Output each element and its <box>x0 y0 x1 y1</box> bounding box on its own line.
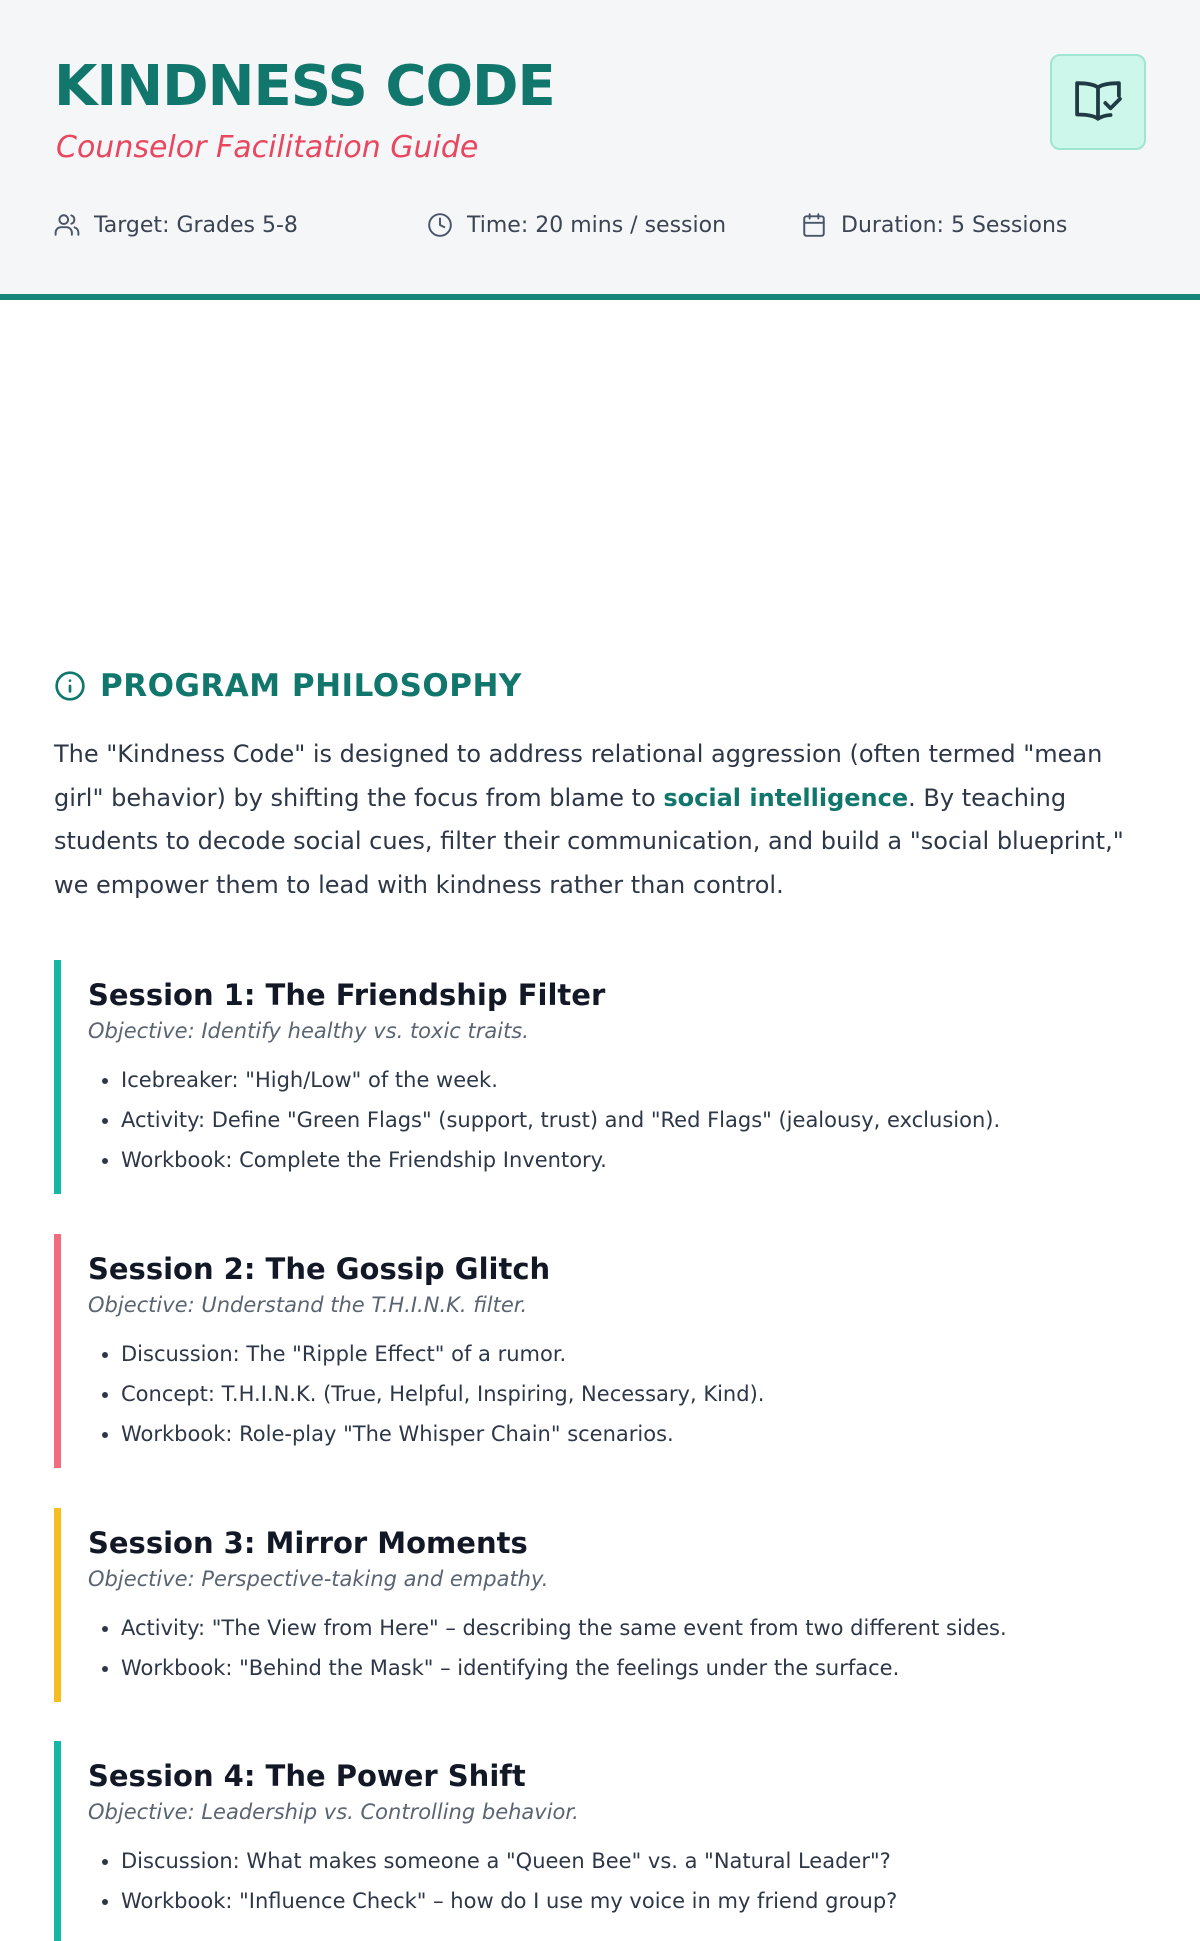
session-objective: Objective: Leadership vs. Controlling behavior. <box>88 1800 579 1824</box>
users-icon <box>54 212 80 238</box>
list-item: • Discussion: What makes someone a "Queen Bee" vs. a "Natural Leader"? <box>121 1841 1154 1881</box>
clock-icon <box>427 212 453 238</box>
philosophy-text <box>54 733 1154 907</box>
session-list <box>88 1060 1154 1180</box>
list-item: • Workbook: "Behind the Mask" – identifying the feelings under the surface. <box>121 1648 1154 1688</box>
session-title: Session 2: The Gossip Glitch <box>88 1252 551 1286</box>
page-subtitle: Counselor Facilitation Guide <box>56 130 479 165</box>
session-card-1 <box>54 960 1154 1194</box>
session-objective: Objective: Identify healthy vs. toxic traits. <box>88 1019 529 1043</box>
session-list <box>88 1841 1154 1921</box>
session-title: Session 4: The Power Shift <box>88 1759 526 1793</box>
session-objective: Objective: Perspective-taking and empathy. <box>88 1567 549 1591</box>
list-item: • Activity: "The View from Here" – describing the same event from two different sides. <box>121 1608 1154 1648</box>
session-card-4 <box>54 1741 1154 1941</box>
meta-target <box>54 212 298 238</box>
list-item: • Workbook: "Influence Check" – how do I use my voice in my friend group? <box>121 1881 1154 1921</box>
meta-duration <box>801 212 1067 238</box>
meta-time <box>427 212 726 238</box>
philosophy-highlight: social intelligence <box>663 783 909 812</box>
info-icon <box>54 670 86 702</box>
list-item: • Concept: T.H.I.N.K. (True, Helpful, Inspiring, Necessary, Kind). <box>121 1374 1154 1414</box>
session-title: Session 3: Mirror Moments <box>88 1526 528 1560</box>
philosophy-heading <box>54 666 522 706</box>
list-item: • Discussion: The "Ripple Effect" of a rumor. <box>121 1334 1154 1374</box>
page-header <box>0 0 1200 300</box>
book-check-icon <box>1050 54 1146 150</box>
meta-time-label: Time: 20 mins / session <box>467 212 727 238</box>
page-title: KINDNESS CODE <box>54 54 555 119</box>
philosophy-title: PROGRAM PHILOSOPHY <box>100 668 522 704</box>
list-item: • Activity: Define "Green Flags" (support, trust) and "Red Flags" (jealousy, exclusion). <box>121 1100 1154 1140</box>
session-card-3 <box>54 1508 1154 1702</box>
session-list <box>88 1608 1154 1688</box>
list-item: • Workbook: Role-play "The Whisper Chain" scenarios. <box>121 1414 1154 1454</box>
philosophy-text-before: The "Kindness Code" is designed to address relational aggression (often termed "mean girl" behavior) by shifting the focus from blame to <box>54 740 1103 812</box>
philosophy-text-after: . By teaching students to decode social cues, filter their communication, and build a "social blueprint," we empower them to lead with kindness rather than control. <box>54 783 1124 899</box>
meta-duration-label: Duration: 5 Sessions <box>841 212 1068 238</box>
session-card-2 <box>54 1234 1154 1468</box>
calendar-icon <box>801 212 827 238</box>
list-item: • Workbook: Complete the Friendship Inventory. <box>121 1140 1154 1180</box>
list-item: • Icebreaker: "High/Low" of the week. <box>121 1060 1154 1100</box>
session-objective: Objective: Understand the T.H.I.N.K. filter. <box>88 1293 528 1317</box>
session-list <box>88 1334 1154 1454</box>
session-title: Session 1: The Friendship Filter <box>88 978 606 1012</box>
meta-target-label: Target: Grades 5-8 <box>94 212 298 238</box>
